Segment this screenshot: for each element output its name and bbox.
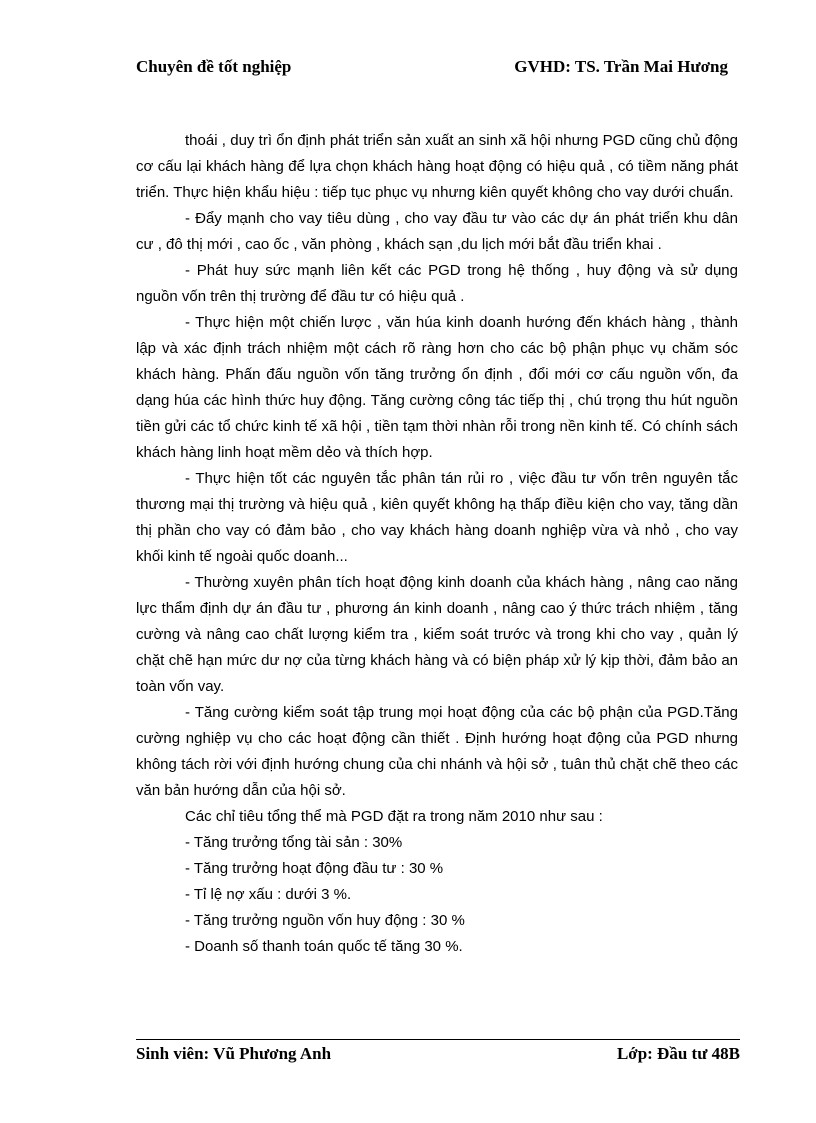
document-body <box>136 128 738 960</box>
paragraph-risk-diversification: - Thực hiện tốt các nguyên tắc phân tán rủi ro , việc đầu tư vốn trên nguyên tắc thương mại thị trường và hiệu quả , kiên quyết không hạ thấp điều kiện cho vay, tăng dần thị phần cho vay có đảm bảo , cho vay khách hàng doanh nghiệp vừa và nhỏ , cho vay khối kinh tế ngoài quốc doanh... <box>136 470 738 565</box>
paragraph-customer-strategy: - Thực hiện một chiến lược , văn húa kinh doanh hướng đến khách hàng , thành lập và xác định trách nhiệm một cách rõ ràng hơn cho các bộ phận phục vụ chăm sóc khách hàng. Phấn đấu nguồn vốn tăng trưởng ổn định , đổi mới cơ cấu nguồn vốn, đa dạng húa các hình thức huy động. Tăng cường công tác tiếp thị , chú trọng thu hút nguồn tiền gửi các tổ chức kinh tế xã hội , tiền tạm thời nhàn rỗi trong nền kinh tế. Có chính sách khách hàng linh hoạt mềm dẻo và thích hợp. <box>136 314 738 461</box>
paragraph-customer-analysis: - Thường xuyên phân tích hoạt động kinh doanh của khách hàng , nâng cao năng lực thẩm định dự án đầu tư , phương án kinh doanh , nâng cao ý thức trách nhiệm , tăng cường và nâng cao chất lượng kiểm tra , kiểm soát trước và trong khi cho vay , quản lý chặt chẽ hạn mức dư nợ của từng khách hàng và có biện pháp xử lý kịp thời, đảm bảo an toàn vốn vay. <box>136 574 738 695</box>
paragraph-continuation: thoái , duy trì ổn định phát triển sản xuất an sinh xã hội nhưng PGD cũng chủ động cơ cấu lại khách hàng để lựa chọn khách hàng hoạt động có hiệu quả , có tiềm năng phát triển. Thực hiện khẩu hiệu : tiếp tục phục vụ nhưng kiên quyết không cho vay dưới chuẩn. <box>136 132 738 201</box>
paragraph-consumer-lending: - Đẩy mạnh cho vay tiêu dùng , cho vay đầu tư vào các dự án phát triển khu dân cư , đô thị mới , cao ốc , văn phòng , khách sạn ,du lịch mới bắt đầu triển khai . <box>136 210 738 253</box>
footer-divider <box>136 1039 740 1040</box>
paragraph-centralized-control: - Tăng cường kiểm soát tập trung mọi hoạt động của các bộ phận của PGD.Tăng cường nghiệp vụ cho các hoạt động cần thiết . Định hướng hoạt động của PGD nhưng không tách rời với định hướng chung của chi nhánh và hội sở , tuân thủ chặt chẽ theo các văn bản hướng dẫn của hội sở. <box>136 704 738 799</box>
target-item-capital-mobilization: - Tăng trưởng nguồn vốn huy động : 30 % <box>185 912 465 929</box>
footer-student: Sinh viên: Vũ Phương Anh <box>136 1044 332 1063</box>
footer-class: Lớp: Đầu tư 48B <box>616 1044 740 1063</box>
target-item-investment: - Tăng trưởng hoạt động đầu tư : 30 % <box>185 860 444 877</box>
page-header <box>136 57 728 79</box>
paragraph-pgd-linkage: - Phát huy sức mạnh liên kết các PGD trong hệ thống , huy động và sử dụng nguồn vốn trên thị trường để đầu tư có hiệu quả . <box>136 262 738 305</box>
header-supervisor: GVHD: TS. Trần Mai Hương <box>514 57 728 76</box>
targets-intro: Các chỉ tiêu tổng thể mà PGD đặt ra trong năm 2010 như sau : <box>185 808 603 825</box>
target-item-international-payment: - Doanh số thanh toán quốc tế tăng 30 %. <box>185 938 463 955</box>
page-footer <box>136 1044 740 1066</box>
target-item-bad-debt: - Tỉ lệ nợ xấu : dưới 3 %. <box>185 886 352 903</box>
target-item-total-assets: - Tăng trưởng tổng tài sản : 30% <box>185 834 403 851</box>
header-document-title: Chuyên đề tốt nghiệp <box>136 57 292 76</box>
